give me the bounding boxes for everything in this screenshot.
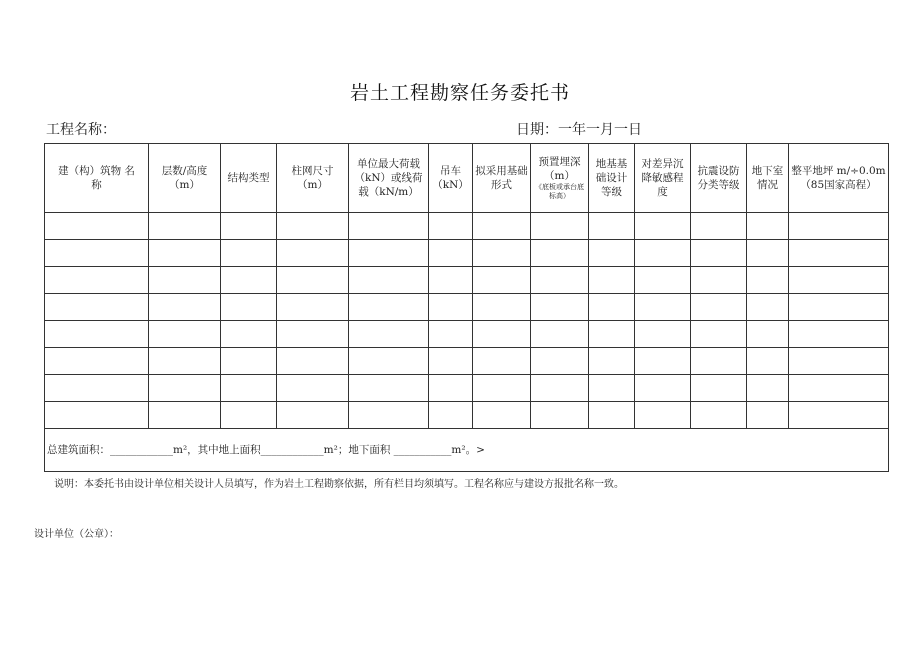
header-floors-height: 层数/高度（m） <box>149 144 221 213</box>
table-cell[interactable] <box>691 213 747 240</box>
table-cell[interactable] <box>221 294 277 321</box>
table-cell[interactable] <box>429 348 473 375</box>
table-cell[interactable] <box>149 402 221 429</box>
table-cell[interactable] <box>277 348 349 375</box>
table-cell[interactable] <box>429 375 473 402</box>
table-cell[interactable] <box>429 294 473 321</box>
table-cell[interactable] <box>789 321 889 348</box>
header-building-name: 建（构）筑物 名 称 <box>45 144 149 213</box>
table-cell[interactable] <box>349 375 429 402</box>
table-cell[interactable] <box>789 348 889 375</box>
table-cell[interactable] <box>277 294 349 321</box>
header-settlement-sensitivity: 对差异沉降敏感程度 <box>635 144 691 213</box>
table-cell[interactable] <box>277 240 349 267</box>
table-cell[interactable] <box>149 267 221 294</box>
table-cell[interactable] <box>589 375 635 402</box>
table-cell[interactable] <box>349 348 429 375</box>
table-cell[interactable] <box>277 321 349 348</box>
table-body <box>45 213 889 472</box>
table-cell[interactable] <box>691 348 747 375</box>
table-cell[interactable] <box>531 375 589 402</box>
burial-depth-label: 预置埋深（m） <box>538 156 581 182</box>
table-cell[interactable] <box>789 240 889 267</box>
table-cell[interactable] <box>635 375 691 402</box>
table-cell[interactable] <box>277 213 349 240</box>
table-cell[interactable] <box>149 348 221 375</box>
table-cell[interactable] <box>789 402 889 429</box>
table-cell[interactable] <box>221 348 277 375</box>
table-cell[interactable] <box>531 321 589 348</box>
table-cell[interactable] <box>149 375 221 402</box>
table-cell[interactable] <box>473 375 531 402</box>
table-cell[interactable] <box>747 267 789 294</box>
table-row <box>45 402 889 429</box>
table-cell[interactable] <box>747 213 789 240</box>
total-area-line: 总建筑面积：____________m²，其中地上面积____________m²；地下面积 ___________m²。> <box>45 429 889 472</box>
table-cell[interactable] <box>349 321 429 348</box>
table-cell[interactable] <box>221 402 277 429</box>
project-name-label: 工程名称： <box>46 122 116 138</box>
table-cell[interactable] <box>349 213 429 240</box>
table-cell[interactable] <box>589 348 635 375</box>
table-cell[interactable] <box>789 213 889 240</box>
table-cell[interactable] <box>221 240 277 267</box>
table-cell[interactable] <box>747 375 789 402</box>
table-row <box>45 267 889 294</box>
table-cell[interactable] <box>691 294 747 321</box>
table-cell[interactable] <box>277 402 349 429</box>
header-ground-elevation: 整平地坪 m/÷0.0m （85国家高程） <box>789 144 889 213</box>
date-label: 日期：一年一月一日 <box>516 122 642 138</box>
table-cell[interactable] <box>473 321 531 348</box>
table-cell[interactable] <box>149 294 221 321</box>
header-basement: 地下室情况 <box>747 144 789 213</box>
table-cell[interactable] <box>473 348 531 375</box>
table-cell[interactable] <box>45 267 149 294</box>
table-row <box>45 213 889 240</box>
table-cell[interactable] <box>635 348 691 375</box>
table-cell[interactable] <box>45 375 149 402</box>
table-cell[interactable] <box>747 294 789 321</box>
table-cell[interactable] <box>349 267 429 294</box>
table-cell[interactable] <box>635 213 691 240</box>
table-cell[interactable] <box>473 267 531 294</box>
table-cell[interactable] <box>635 294 691 321</box>
header-crane: 吊车（kN） <box>429 144 473 213</box>
table-cell[interactable] <box>691 240 747 267</box>
table-header-row <box>45 144 889 213</box>
instruction-note: 说明：本委托书由设计单位相关设计人员填写，作为岩土工程勘察依据，所有栏目均须填写。工程名称应与建设方报批名称一致。 <box>54 479 624 490</box>
table-cell[interactable] <box>589 294 635 321</box>
table-cell[interactable] <box>277 267 349 294</box>
table-cell[interactable] <box>789 267 889 294</box>
table-cell[interactable] <box>277 375 349 402</box>
table-cell[interactable] <box>349 294 429 321</box>
table-cell[interactable] <box>691 402 747 429</box>
header-foundation-type: 拟采用基础形式 <box>473 144 531 213</box>
table-cell[interactable] <box>589 240 635 267</box>
table-cell[interactable] <box>45 294 149 321</box>
table-cell[interactable] <box>789 375 889 402</box>
table-cell[interactable] <box>429 402 473 429</box>
table-cell[interactable] <box>691 321 747 348</box>
table-cell[interactable] <box>531 213 589 240</box>
table-cell[interactable] <box>747 240 789 267</box>
table-cell[interactable] <box>789 294 889 321</box>
table-cell[interactable] <box>221 213 277 240</box>
table-cell[interactable] <box>531 267 589 294</box>
table-row <box>45 375 889 402</box>
table-row <box>45 294 889 321</box>
table-cell[interactable] <box>691 375 747 402</box>
table-cell[interactable] <box>531 240 589 267</box>
table-cell[interactable] <box>635 240 691 267</box>
table-cell[interactable] <box>473 240 531 267</box>
header-burial-depth <box>531 144 589 213</box>
header-column-grid: 柱网尺寸（m） <box>277 144 349 213</box>
design-unit-seal-label: 设计单位（公章）： <box>34 529 119 540</box>
table-cell[interactable] <box>45 348 149 375</box>
table-cell[interactable] <box>349 240 429 267</box>
table-cell[interactable] <box>45 321 149 348</box>
table-cell[interactable] <box>747 321 789 348</box>
table-cell[interactable] <box>45 402 149 429</box>
table-cell[interactable] <box>429 267 473 294</box>
table-row <box>45 240 889 267</box>
table-cell[interactable] <box>473 294 531 321</box>
table-cell[interactable] <box>635 321 691 348</box>
header-design-grade: 地基基础设计等级 <box>589 144 635 213</box>
table-cell[interactable] <box>429 321 473 348</box>
table-cell[interactable] <box>429 240 473 267</box>
table-cell[interactable] <box>531 294 589 321</box>
table-row <box>45 321 889 348</box>
table-cell[interactable] <box>589 213 635 240</box>
table-cell[interactable] <box>45 213 149 240</box>
table-cell[interactable] <box>589 321 635 348</box>
header-max-load: 单位最大荷载（kN）或线荷载（kN/m） <box>349 144 429 213</box>
table-cell[interactable] <box>473 213 531 240</box>
table-cell[interactable] <box>149 321 221 348</box>
commission-table <box>44 143 889 472</box>
table-cell[interactable] <box>45 240 149 267</box>
table-cell[interactable] <box>349 402 429 429</box>
document-title: 岩土工程勘察任务委托书 <box>349 82 570 104</box>
table-row <box>45 348 889 375</box>
burial-depth-note: 《底板或承台底标高） <box>535 183 584 200</box>
table-cell[interactable] <box>429 213 473 240</box>
header-structure-type: 结构类型 <box>221 144 277 213</box>
table-cell[interactable] <box>221 321 277 348</box>
table-cell[interactable] <box>691 267 747 294</box>
table-cell[interactable] <box>635 267 691 294</box>
total-area-row <box>45 429 889 472</box>
table-cell[interactable] <box>473 402 531 429</box>
table-cell[interactable] <box>531 402 589 429</box>
table-cell[interactable] <box>149 240 221 267</box>
table-cell[interactable] <box>635 402 691 429</box>
table-cell[interactable] <box>747 348 789 375</box>
table-cell[interactable] <box>589 267 635 294</box>
table-cell[interactable] <box>531 348 589 375</box>
table-cell[interactable] <box>221 375 277 402</box>
header-seismic-class: 抗震设防分类等级 <box>691 144 747 213</box>
table-cell[interactable] <box>589 402 635 429</box>
table-cell[interactable] <box>747 402 789 429</box>
table-cell[interactable] <box>221 267 277 294</box>
table-cell[interactable] <box>149 213 221 240</box>
